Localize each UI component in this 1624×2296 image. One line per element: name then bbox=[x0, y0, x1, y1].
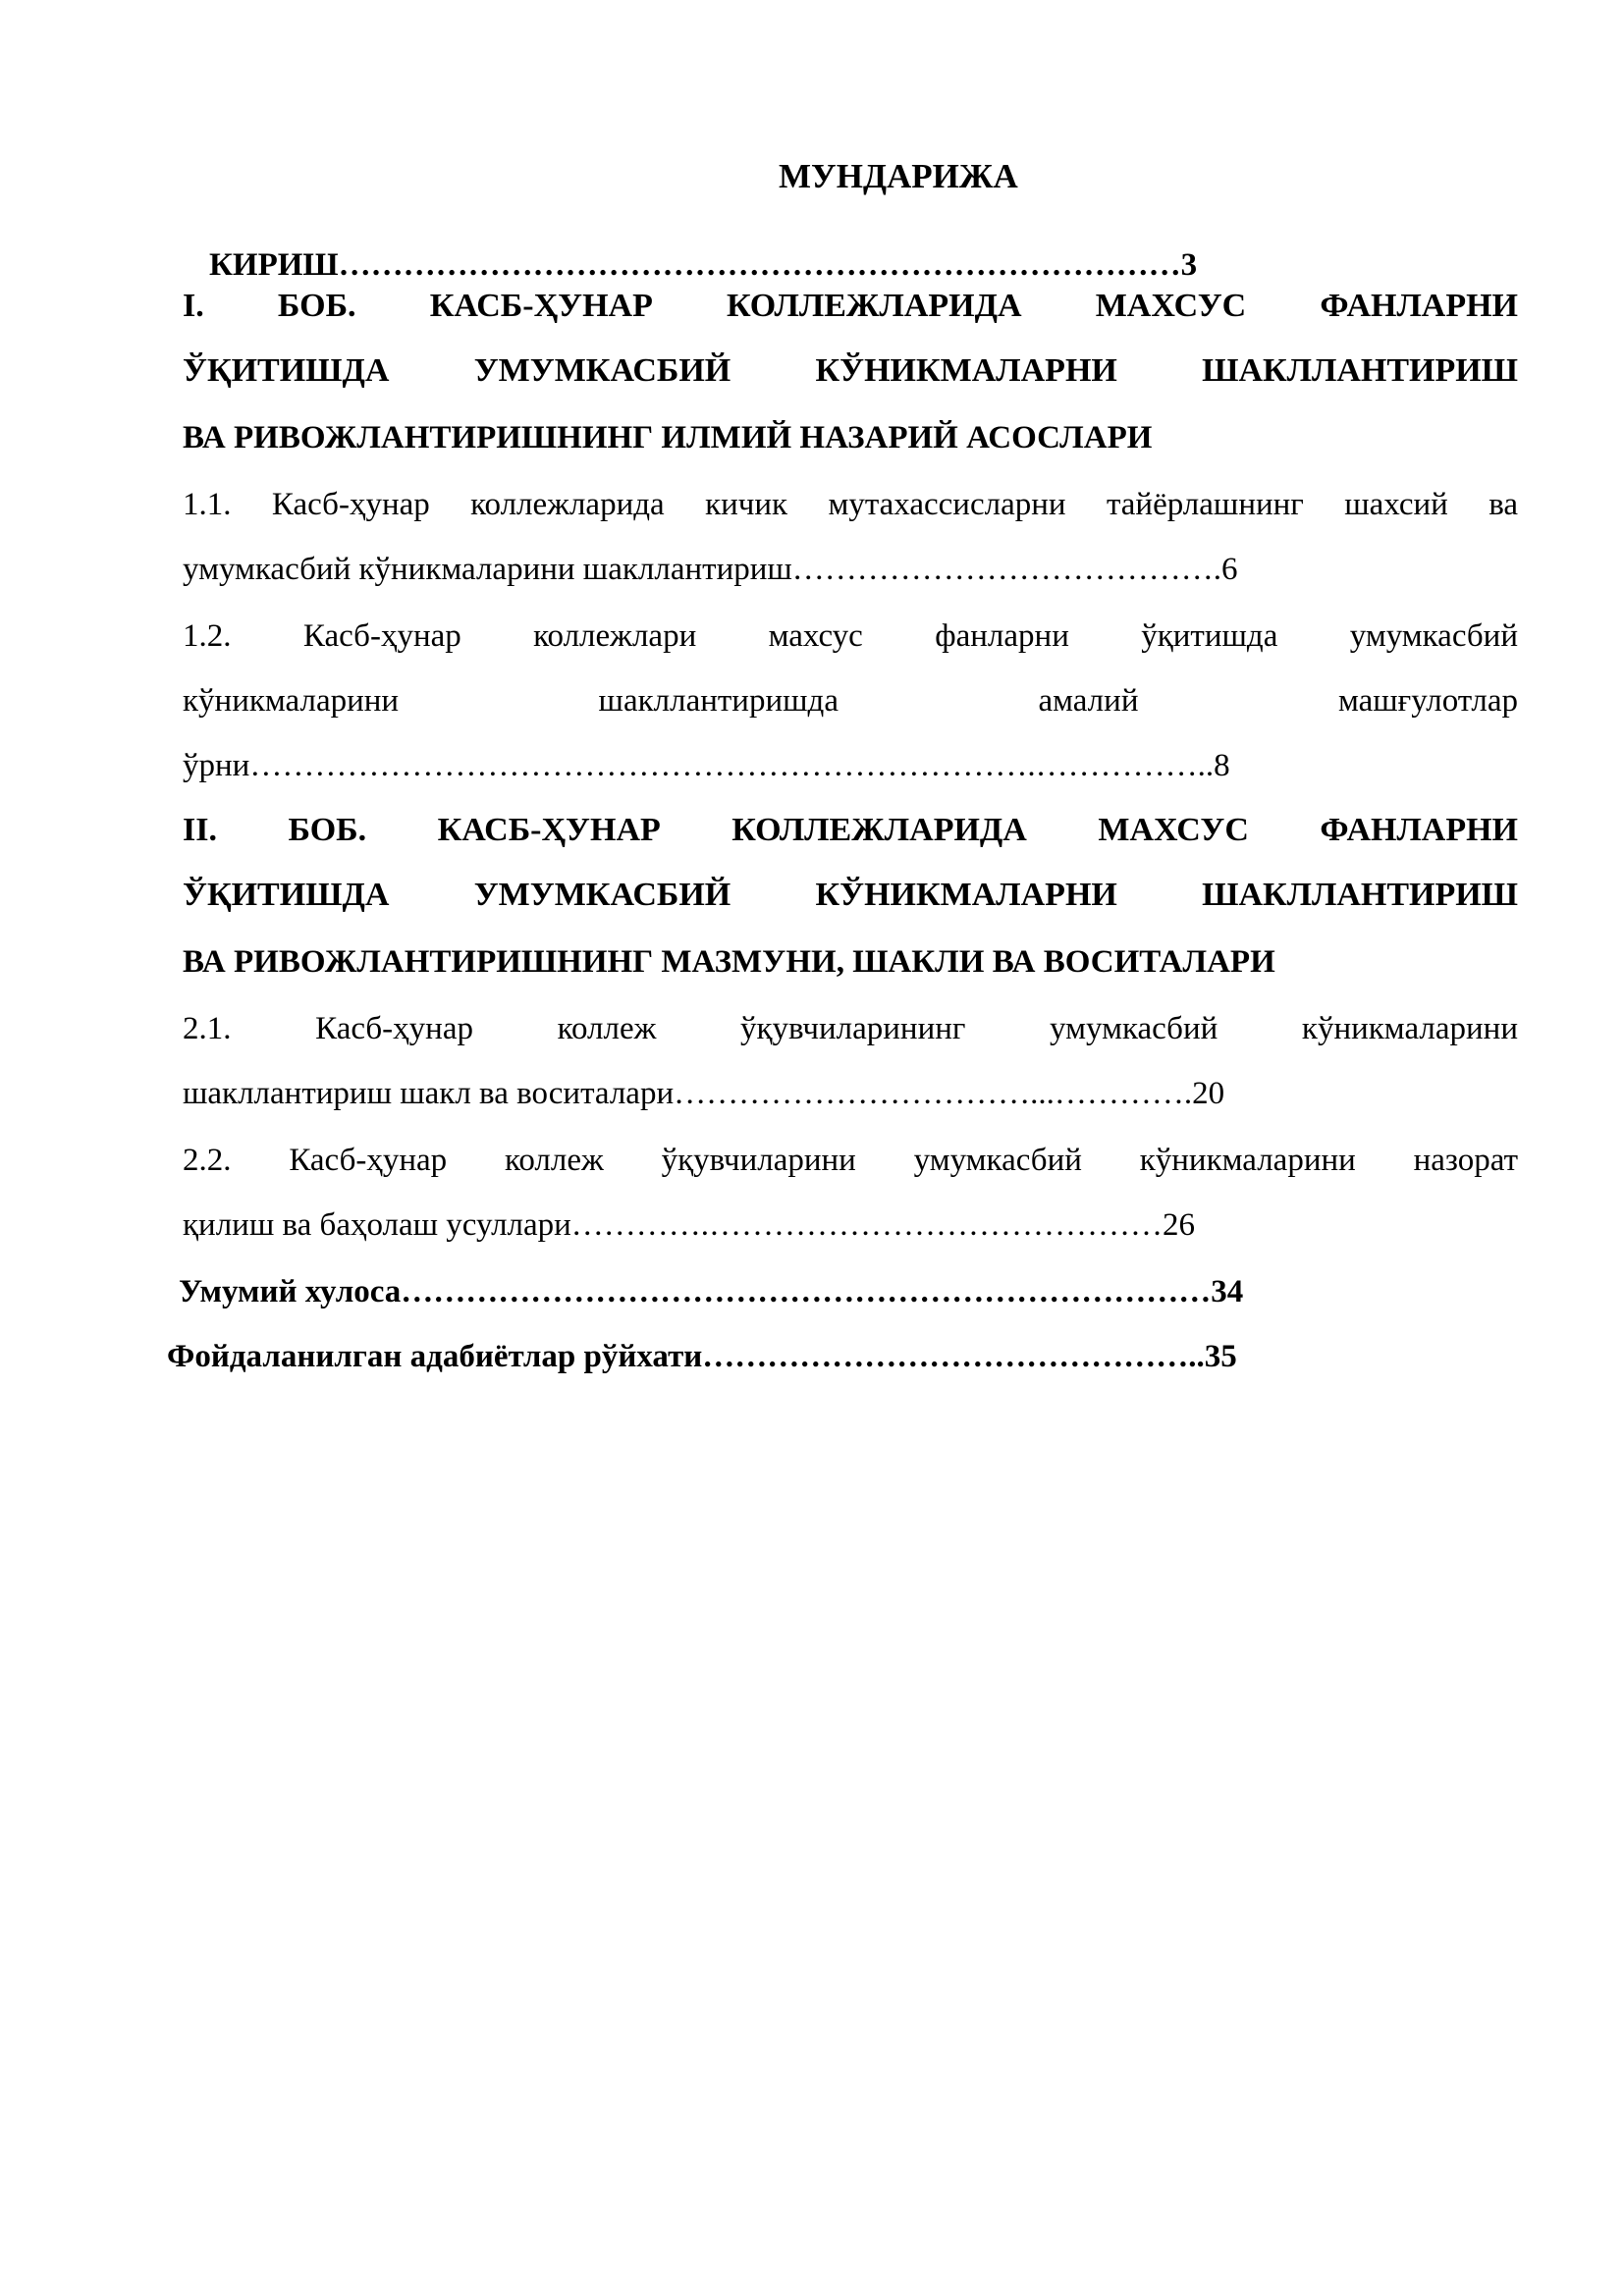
toc-conclusion[interactable]: Умумий хулоса…………………………………………………………………34 bbox=[179, 1274, 1244, 1309]
toc-section-2-2-line2[interactable]: қилиш ва баҳолаш усуллари………….……………………………………26 bbox=[183, 1207, 1196, 1243]
toc-section-1-2-line2[interactable]: кўникмаларини шакллантиришда амалий машғулотлар bbox=[183, 683, 1518, 719]
toc-section-1-1-line2[interactable]: умумкасбий кўникмаларини шакллантириш………………………………….6 bbox=[183, 552, 1238, 587]
toc-section-2-1-line2[interactable]: шакллантириш шакл ва воситалари……………………………...………….20 bbox=[183, 1076, 1225, 1111]
toc-chapter2-line2[interactable]: ЎҚИТИШДА УМУМКАСБИЙ КЎНИКМАЛАРНИ ШАКЛЛАНТИРИШ bbox=[183, 877, 1518, 913]
page-title: МУНДАРИЖА bbox=[779, 157, 1018, 195]
toc-section-1-2-line3[interactable]: ўрни……………………………………………………………….……………..8 bbox=[183, 748, 1230, 783]
toc-chapter2-line1[interactable]: II. БОБ. КАСБ-ҲУНАР КОЛЛЕЖЛАРИДА МАХСУС ФАНЛАРНИ bbox=[183, 812, 1518, 848]
toc-section-1-1-line1[interactable]: 1.1. Касб-ҳунар коллежларида кичик мутахассисларни тайёрлашнинг шахсий ва bbox=[183, 487, 1518, 522]
toc-section-2-2-line1[interactable]: 2.2. Касб-ҳунар коллеж ўқувчиларини умумкасбий кўникмаларини назорат bbox=[183, 1143, 1518, 1178]
toc-chapter1-line2[interactable]: ЎҚИТИШДА УМУМКАСБИЙ КЎНИКМАЛАРНИ ШАКЛЛАНТИРИШ bbox=[183, 352, 1518, 389]
toc-section-1-2-line1[interactable]: 1.2. Касб-ҳунар коллежлари махсус фанларни ўқитишда умумкасбий bbox=[183, 618, 1518, 654]
toc-references[interactable]: Фойдаланилган адабиётлар рўйхати………………………………………..35 bbox=[167, 1339, 1237, 1374]
toc-section-2-1-line1[interactable]: 2.1. Касб-ҳунар коллеж ўқувчиларининг умумкасбий кўникмаларини bbox=[183, 1011, 1518, 1046]
toc-chapter1-line3[interactable]: ВА РИВОЖЛАНТИРИШНИНГ ИЛМИЙ НАЗАРИЙ АСОСЛАРИ bbox=[183, 420, 1153, 455]
toc-chapter1-line1[interactable]: I. БОБ. КАСБ-ҲУНАР КОЛЛЕЖЛАРИДА МАХСУС ФАНЛАРНИ bbox=[183, 288, 1518, 324]
toc-intro[interactable]: КИРИШ……………………………………………………………………3 bbox=[209, 247, 1198, 283]
toc-chapter2-line3[interactable]: ВА РИВОЖЛАНТИРИШНИНГ МАЗМУНИ, ШАКЛИ ВА ВОСИТАЛАРИ bbox=[183, 944, 1275, 980]
